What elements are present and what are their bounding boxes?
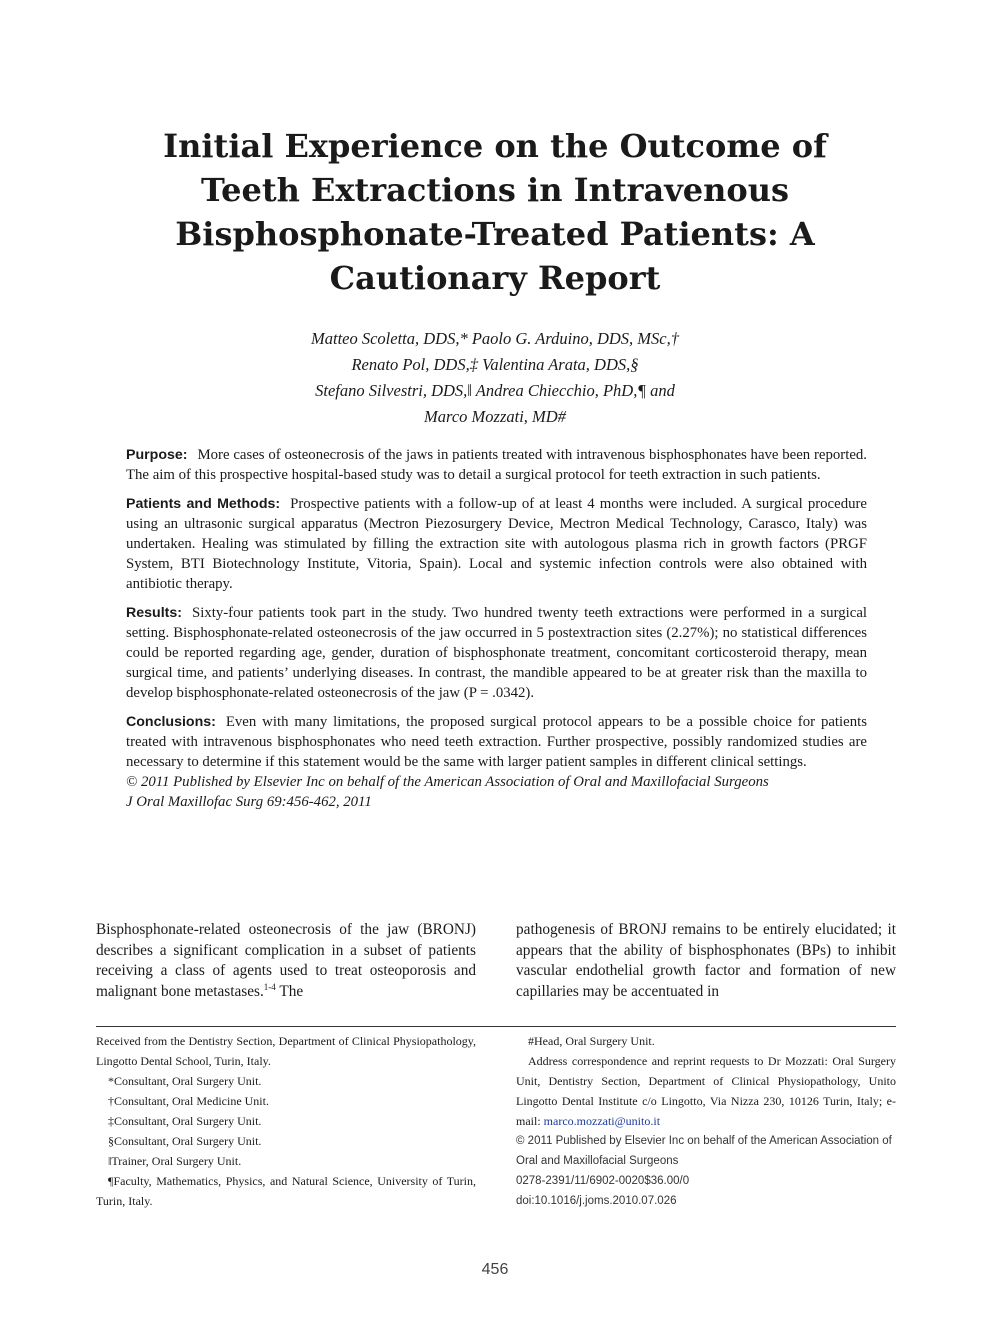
reference-link[interactable]: 1-4 xyxy=(263,981,276,992)
author-line: Marco Mozzati, MD# xyxy=(424,407,566,426)
methods-text: Prospective patients with a follow-up of at least 4 months were included. A surgical procedure using an ultrasonic surgical apparatus (Mectron Piezosurgery Device, Mectron Medical Technology, Carasco, Italy) was undertaken. Healing was stimulated by filling the extraction site with autologous plasma rich in growth factors (PRGF System, BTI Biotechnology Institute, Vitoria, Spain). Local and systemic infection controls were also obtained with antibiotic therapy. xyxy=(126,496,867,592)
footnote-address xyxy=(516,1051,896,1131)
methods-label: Patients and Methods: xyxy=(126,496,281,512)
purpose-label: Purpose: xyxy=(126,447,188,463)
abstract-methods xyxy=(126,494,867,594)
author-list xyxy=(160,326,830,430)
email-link[interactable]: marco.mozzati@unito.it xyxy=(543,1114,661,1128)
author-line: Stefano Silvestri, DDS,‖ Andrea Chiecchio, PhD,¶ and xyxy=(315,381,675,400)
abstract-copyright: © 2011 Published by Elsevier Inc on behalf of the American Association of Oral and Maxillofacial Surgeons xyxy=(126,774,769,790)
body-column-left xyxy=(96,920,476,1002)
abstract-purpose xyxy=(126,445,867,485)
purpose-text: More cases of osteonecrosis of the jaws in patients treated with intravenous bisphosphonates have been reported. The aim of this prospective hospital-based study was to detail a surgical protocol for teeth extraction in such patients. xyxy=(126,447,867,483)
abstract-results xyxy=(126,603,867,703)
footnote-issn: 0278-2391/11/6902-0020$36.00/0 xyxy=(516,1175,690,1187)
body-left-tail: The xyxy=(275,982,304,1000)
address-text: Address correspondence and reprint requests to Dr Mozzati: Oral Surgery Unit, Dentistry Section, Department of Clinical Physiopathology, Unito Lingotto Dental Institute c/o Lingotto, Via Nizza 230, 10126 Turin, Italy; e-mail: xyxy=(516,1054,896,1128)
body-column-right: pathogenesis of BRONJ remains to be entirely elucidated; it appears that the ability of bisphosphonates (BPs) to inhibit vascular endothelial growth factor and formation of new capillaries may be accentuated in xyxy=(516,921,896,1000)
abstract-conclusions xyxy=(126,712,867,772)
author-line: Matteo Scoletta, DDS,* Paolo G. Arduino, DDS, MSc,† xyxy=(311,329,679,348)
page-number: 456 xyxy=(481,1261,509,1278)
results-label: Results: xyxy=(126,605,182,621)
conclusions-text: Even with many limitations, the proposed surgical protocol appears to be a possible choice for patients treated with intravenous bisphosphonates who need teeth extraction. Further prospective, possibly randomized studies are necessary to determine if this statement would be the same with larger patient samples in different clinical settings. xyxy=(126,714,867,770)
footnote-affiliation: ¶Faculty, Mathematics, Physics, and Natural Science, University of Turin, Turin, Italy. xyxy=(96,1174,476,1208)
footnote-affiliation: §Consultant, Oral Surgery Unit. xyxy=(108,1134,262,1148)
abstract xyxy=(126,445,867,812)
footnote-affiliation: *Consultant, Oral Surgery Unit. xyxy=(108,1074,262,1088)
footnote-head: #Head, Oral Surgery Unit. xyxy=(528,1034,655,1048)
journal-citation: J Oral Maxillofac Surg 69:456-462, 2011 xyxy=(126,794,372,810)
footnote-copyright: © 2011 Published by Elsevier Inc on behalf of the American Association of Oral and Maxillofacial Surgeons xyxy=(516,1135,892,1167)
footnote-affiliation: ‖Trainer, Oral Surgery Unit. xyxy=(108,1154,242,1168)
footnotes-left xyxy=(96,1031,476,1211)
footnote-received: Received from the Dentistry Section, Department of Clinical Physiopathology, Lingotto Dental School, Turin, Italy. xyxy=(96,1034,476,1068)
results-text: Sixty-four patients took part in the study. Two hundred twenty teeth extractions were performed in a surgical setting. Bisphosphonate-related osteonecrosis of the jaw occurred in 5 postextraction sites (2.27%); no statistical differences could be reported regarding age, gender, duration of bisphosphonate treatment, concomitant corticosteroid therapy, mean surgical time, and patients’ underlying diseases. In contrast, the mandible appeared to be at greater risk than the maxilla to develop bisphosphonate-related osteonecrosis of the jaw (P = .0342). xyxy=(126,605,867,701)
article-title: Initial Experience on the Outcome of Teeth Extractions in Intravenous Bisphosphonate-Treated Patients: A Cautionary Report xyxy=(163,127,827,297)
footnote-doi[interactable]: doi:10.1016/j.joms.2010.07.026 xyxy=(516,1195,677,1207)
footnotes-right xyxy=(516,1031,896,1211)
footnote-affiliation: †Consultant, Oral Medicine Unit. xyxy=(108,1094,269,1108)
footnote-divider xyxy=(96,1026,896,1027)
body-left-text: Bisphosphonate-related osteonecrosis of the jaw (BRONJ) describes a significant complication in a subset of patients receiving a class of agents used to treat osteoporosis and malignant bone metastases. xyxy=(96,921,476,1000)
author-line: Renato Pol, DDS,‡ Valentina Arata, DDS,§ xyxy=(351,355,639,374)
footnote-affiliation: ‡Consultant, Oral Surgery Unit. xyxy=(108,1114,262,1128)
conclusions-label: Conclusions: xyxy=(126,714,216,730)
